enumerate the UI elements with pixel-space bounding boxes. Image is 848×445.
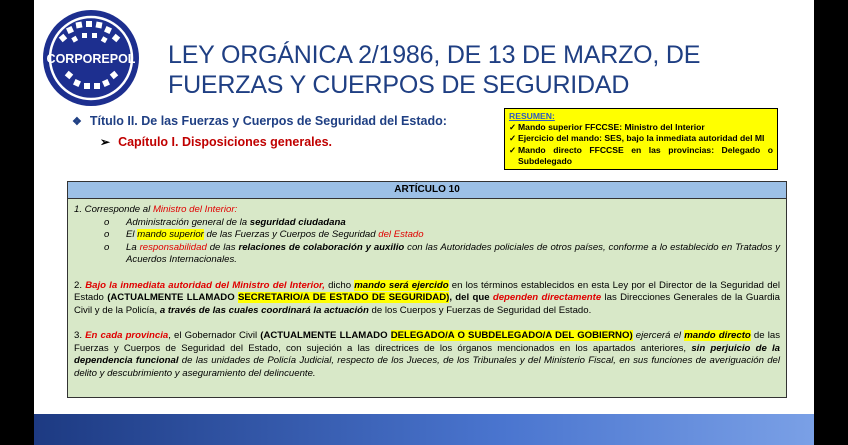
- text: de las: [206, 241, 239, 253]
- mando-directo: mando directo: [684, 329, 751, 341]
- p1-ministro: Ministro del Interior:: [152, 204, 238, 215]
- text: en los términos establecidos en esta Ley por el Director de la Seguridad del Estado: [74, 279, 780, 304]
- page-title: LEY ORGÁNICA 2/1986, DE 13 DE MARZO, DE FUERZAS Y CUERPOS DE SEGURIDAD: [168, 41, 701, 99]
- text: La: [126, 241, 140, 253]
- coordinara-actuacion: a través de las cuales coordinará la actuación: [159, 304, 369, 316]
- outline-level2: [100, 135, 512, 149]
- p1-subitem-text: [126, 229, 780, 242]
- text: con las Autoridades policiales de otros países, conforme a lo establecido en Tratados y Acuerdos Internacionales.: [126, 241, 780, 266]
- actualmente-llamado: (ACTUALMENTE LLAMADO: [107, 292, 238, 304]
- text: de las unidades de Policía Judicial, respecto de los Jueces, de los Tribunales y del Ministerio Fiscal, en sus funciones de averiguación del delito y descubrimiento y aseguramiento del delincuente.: [74, 355, 781, 379]
- text: , del que: [449, 292, 493, 304]
- outline-level1: [72, 114, 512, 128]
- article-10-box: [67, 181, 787, 398]
- mando-superior: mando superior: [137, 229, 204, 241]
- resumen-item-text: Mando superior FFCCSE: Ministro del Interior: [518, 122, 705, 133]
- p1-subitem: [104, 242, 780, 267]
- check-icon: ✓: [509, 133, 517, 144]
- resumen-item: [509, 133, 773, 144]
- actualmente-llamado: (ACTUALMENTE LLAMADO: [260, 329, 391, 341]
- text: , el Gobernador Civil: [168, 329, 261, 341]
- corporepol-logo: [42, 9, 140, 107]
- resumen-heading: RESUMEN:: [509, 111, 555, 121]
- text: Administración general de la: [126, 216, 250, 228]
- diamond-bullet-icon: ❖: [72, 115, 82, 128]
- text: dicho: [324, 279, 355, 291]
- slide: [34, 0, 814, 445]
- del-estado: del Estado: [378, 229, 424, 241]
- text: de las Fuerzas y Cuerpos de Seguridad: [203, 229, 379, 241]
- outline-title-ii: Título II. De las Fuerzas y Cuerpos de Seguridad del Estado:: [89, 114, 447, 128]
- paragraph-3: [74, 330, 780, 380]
- spacer: [74, 317, 780, 330]
- p1-subitem-text: [126, 242, 780, 267]
- article-heading: ARTÍCULO 10: [68, 182, 786, 199]
- text: 3.: [74, 329, 86, 341]
- article-body: [68, 199, 786, 380]
- dependen-directamente: dependen directamente: [492, 292, 602, 304]
- text: El: [126, 229, 138, 241]
- text: 2.: [74, 279, 86, 291]
- p1-subitem: [104, 217, 780, 230]
- footer-bar: [34, 414, 814, 445]
- p1-text: 1. Corresponde al: [74, 204, 153, 215]
- check-icon: ✓: [509, 144, 517, 155]
- resumen-item-text: Mando directo FFCCSE en las provincias: Delegado o Subdelegado: [518, 144, 773, 166]
- outline-chapter-i: Capítulo I. Disposiciones generales.: [118, 135, 333, 149]
- spacer: [74, 267, 780, 280]
- resumen-item: [509, 122, 773, 133]
- seguridad-ciudadana: seguridad ciudadana: [249, 216, 346, 228]
- dependencia-funcional: sin perjuicio de la dependencia funcional: [74, 342, 780, 367]
- check-icon: ✓: [509, 122, 517, 133]
- inmediata-autoridad: Bajo la inmediata autoridad del Ministro del Interior,: [85, 279, 325, 291]
- paragraph-2: [74, 280, 780, 318]
- en-cada-provincia: En cada provincia: [85, 329, 169, 341]
- text: de las Fuerzas y Cuerpos de Seguridad del Estado, con sujeción a las directrices de los órganos mencionados en los apartados anteriores,: [74, 329, 780, 354]
- circle-bullet-icon: o: [104, 229, 110, 241]
- circle-bullet-icon: o: [104, 216, 110, 228]
- circle-bullet-icon: o: [104, 241, 110, 253]
- delegado-gobierno: DELEGADO/A O SUBDELEGADO/A DEL GOBIERNO): [390, 329, 633, 341]
- p1-subitem: [104, 229, 780, 242]
- p1-subitem-text: [126, 217, 780, 230]
- resumen-item-text: Ejercicio del mando: SES, bajo la inmediata autoridad del MI: [518, 133, 765, 144]
- outline: [72, 114, 512, 149]
- arrow-bullet-icon: ➢: [100, 135, 111, 149]
- resumen-box: [504, 108, 778, 170]
- logo-text: CORPOREPOL: [46, 52, 136, 66]
- responsabilidad: responsabilidad: [139, 241, 207, 253]
- paragraph-1: [74, 204, 780, 217]
- mando-ejercido: mando será ejercido: [354, 279, 449, 291]
- text: de los Cuerpos y Fuerzas de Seguridad del Estado.: [368, 304, 592, 316]
- text: ejercerá el: [632, 329, 685, 341]
- relaciones-colaboracion: relaciones de colaboración y auxilio: [238, 241, 405, 253]
- resumen-item: [509, 145, 773, 167]
- text: las Direcciones Generales de la Guardia Civil y de la Policía,: [74, 292, 780, 316]
- secretario-estado: SECRETARIO/A DE ESTADO DE SEGURIDAD): [237, 292, 450, 304]
